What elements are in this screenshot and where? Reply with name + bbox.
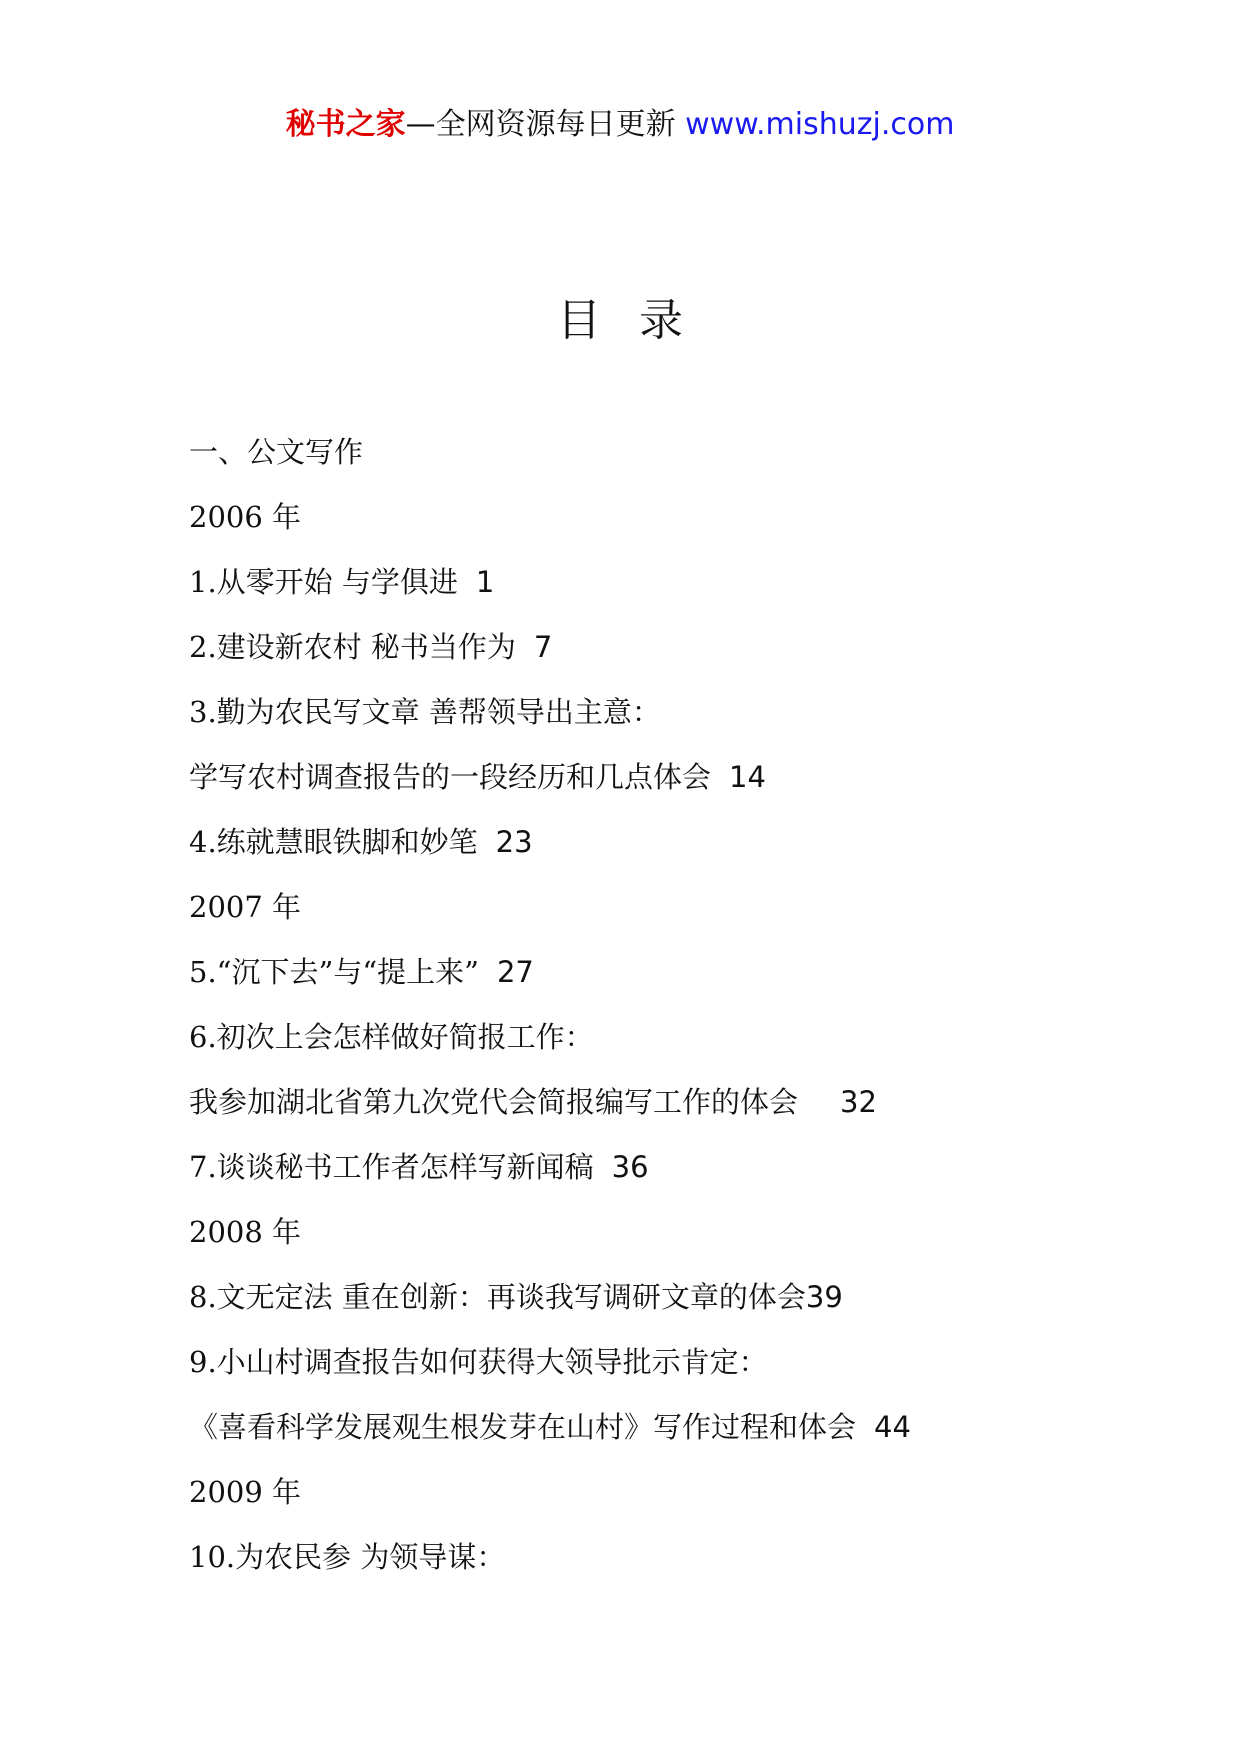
toc-page-number: 32: [840, 1085, 877, 1119]
brand-name: 秘书之家: [285, 107, 406, 142]
toc-year-heading: 2007 年: [189, 890, 302, 924]
toc-entry[interactable]: 1.从零开始 与学俱进 1: [189, 565, 495, 599]
toc-entry[interactable]: 2.建设新农村 秘书当作为 7: [189, 630, 553, 664]
toc-entry[interactable]: 3.勤为农民写文章 善帮领导出主意：: [189, 695, 661, 729]
toc-entry-subtitle[interactable]: 学写农村调查报告的一段经历和几点体会 14: [189, 760, 766, 794]
toc-entry[interactable]: 9.小山村调查报告如何获得大领导批示肯定：: [189, 1345, 768, 1379]
page-title: 目录: [557, 295, 721, 346]
toc-entry[interactable]: 6.初次上会怎样做好简报工作：: [189, 1020, 594, 1054]
header-slogan: —全网资源每日更新: [405, 107, 676, 142]
toc-entry-subtitle[interactable]: 我参加湖北省第九次党代会简报编写工作的体会 32: [189, 1085, 877, 1119]
toc-entry[interactable]: 10.为农民参 为领导谋：: [189, 1540, 506, 1574]
toc-page-number: 23: [495, 825, 533, 859]
toc-entry[interactable]: 4.练就慧眼铁脚和妙笔 23: [189, 825, 533, 859]
toc-entry[interactable]: 5.“沉下去”与“提上来” 27: [189, 955, 534, 989]
site-header: [0, 100, 1240, 150]
toc-entry[interactable]: 8.文无定法 重在创新：再谈我写调研文章的体会39: [189, 1280, 843, 1314]
toc-year-heading: 2008 年: [189, 1215, 302, 1249]
site-url-link[interactable]: www.mishuzj.com: [685, 107, 955, 142]
toc-section-heading: 一、公文写作: [189, 435, 364, 469]
toc-page-number: 44: [874, 1410, 911, 1444]
toc-page-number: 39: [805, 1280, 843, 1314]
toc-page-number: 27: [496, 955, 534, 989]
toc-entry[interactable]: 7.谈谈秘书工作者怎样写新闻稿 36: [189, 1150, 649, 1184]
toc-page-number: 14: [729, 760, 766, 794]
toc-year-heading: 2006 年: [189, 500, 302, 534]
toc-page-number: 36: [611, 1150, 649, 1184]
toc-year-heading: 2009 年: [189, 1475, 302, 1509]
toc-page-number: 1: [475, 565, 495, 599]
table-of-contents: [189, 420, 1189, 1590]
toc-page-number: 7: [533, 630, 553, 664]
toc-entry-subtitle[interactable]: 《喜看科学发展观生根发芽在山村》写作过程和体会 44: [189, 1410, 911, 1444]
